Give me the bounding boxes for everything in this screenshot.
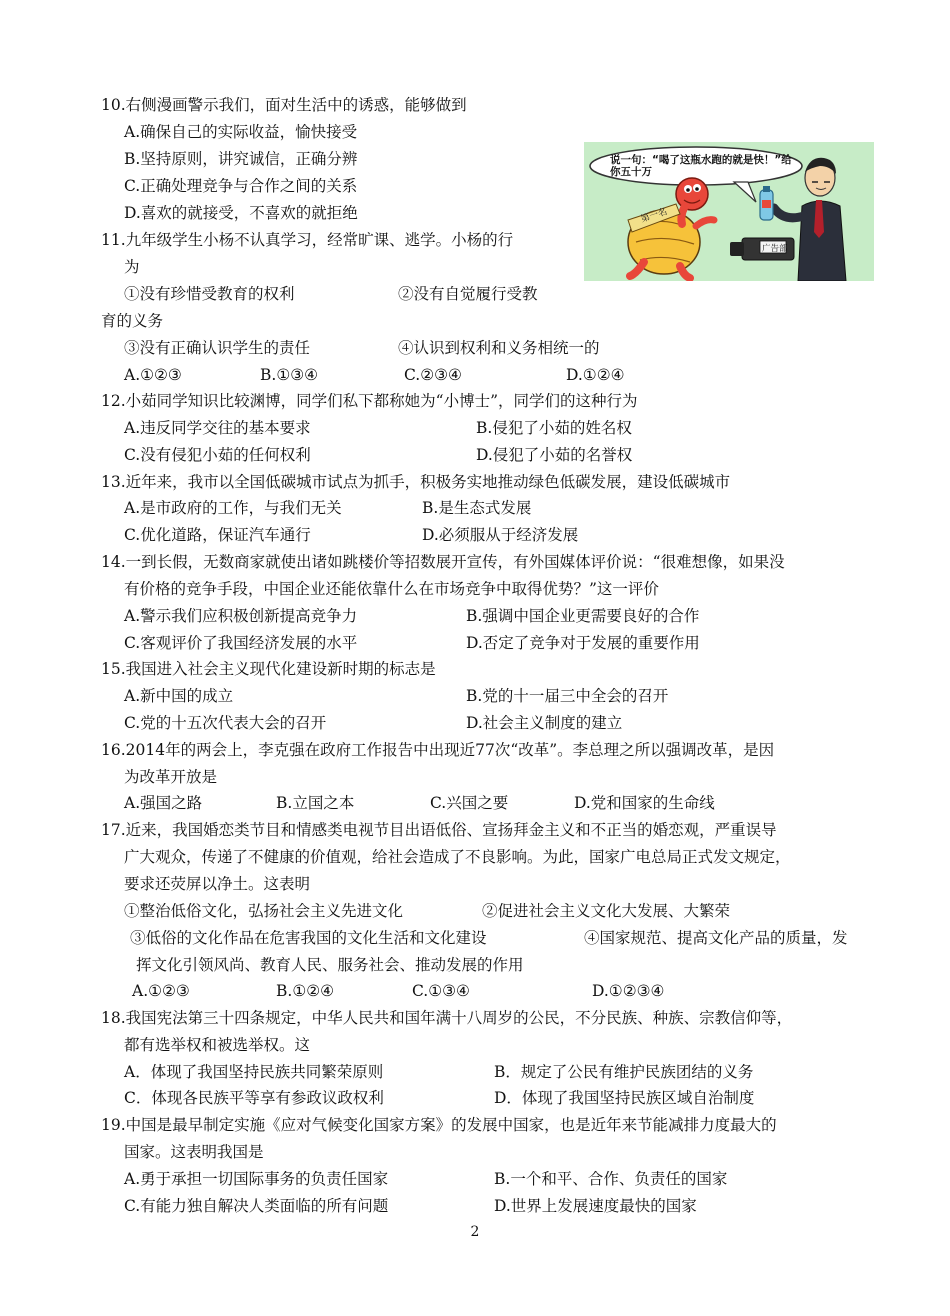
q19-option-a: A.勇于承担一切国际事务的负责任国家 — [124, 1170, 389, 1188]
q17-statement-3: ③低俗的文化作品在危害我国的文化生活和文化建设 — [130, 929, 487, 947]
q18-option-d: D．体现了我国坚持民族区域自治制度 — [494, 1089, 755, 1107]
q19-option-c: C.有能力独自解决人类面临的所有问题 — [124, 1197, 389, 1215]
q11-option-a: A.①②③ — [124, 366, 182, 384]
q19-option-b: B.一个和平、合作、负责任的国家 — [494, 1170, 728, 1188]
q17-statement-4: ④国家规范、提高文化产品的质量，发 — [584, 929, 848, 947]
q19-stem: 19.中国是最早制定实施《应对气候变化国家方案》的发展中国家，也是近年来节能减排力度最大的 — [101, 1116, 777, 1134]
q16-option-d: D.党和国家的生命线 — [574, 794, 715, 812]
q13-option-d: D.必须服从于经济发展 — [422, 526, 579, 544]
q11-option-b: B.①③④ — [260, 366, 319, 384]
q14-stem: 14.一到长假，无数商家就使出诸如跳楼价等招数展开宣传，有外国媒体评价说：“很难想像，如果没 — [101, 553, 785, 571]
q12-option-b: B.侵犯了小茹的姓名权 — [476, 419, 632, 437]
q11-stem: 11.九年级学生小杨不认真学习，经常旷课、逃学。小杨的行 — [101, 231, 514, 249]
q14-option-a: A.警示我们应积极创新提高竞争力 — [124, 607, 358, 625]
q12-option-c: C.没有侵犯小茹的任何权利 — [124, 446, 311, 464]
q18-option-c: C．体现各民族平等享有参政议政权利 — [124, 1089, 384, 1107]
q17-statement-1: ①整治低俗文化，弘扬社会主义先进文化 — [124, 902, 404, 920]
q18-stem: 18.我国宪法第三十四条规定，中华人民共和国年满十八周岁的公民，不分民族、种族、宗教信仰等， — [101, 1009, 793, 1027]
q18-option-b: B．规定了公民有维护民族团结的义务 — [494, 1063, 754, 1081]
camera-label: 广告部 — [762, 244, 788, 254]
q18-option-a: A．体现了我国坚持民族共同繁荣原则 — [124, 1063, 384, 1081]
q17-option-b: B.①②④ — [276, 982, 335, 1000]
q13-stem: 13.近年来，我市以全国低碳城市试点为抓手，积极务实地推动绿色低碳发展，建设低碳城市 — [101, 473, 731, 491]
q11-option-d: D.①②④ — [566, 366, 625, 384]
q19-option-d: D.世界上发展速度最快的国家 — [494, 1197, 697, 1215]
turtle-figure — [628, 178, 714, 278]
q16-option-a: A.强国之路 — [124, 794, 203, 812]
q11-stem-cont: 为 — [124, 258, 140, 276]
q10-option-d: D.喜欢的就接受，不喜欢的就拒绝 — [124, 204, 358, 222]
q14-option-c: C.客观评价了我国经济发展的水平 — [124, 634, 358, 652]
q12-stem: 12.小茹同学知识比较渊博，同学们私下都称她为“小博士”，同学们的这种行为 — [101, 392, 638, 410]
q17-option-d: D.①②③④ — [592, 982, 665, 1000]
q10-option-b: B.坚持原则，讲究诚信，正确分辨 — [124, 150, 358, 168]
q19-stem-cont: 国家。这表明我国是 — [124, 1143, 264, 1161]
q13-option-a: A.是市政府的工作，与我们无关 — [124, 499, 342, 517]
q15-option-d: D.社会主义制度的建立 — [466, 714, 623, 732]
q12-option-d: D.侵犯了小茹的名誉权 — [476, 446, 633, 464]
q17-option-a: A.①②③ — [132, 982, 190, 1000]
q16-stem-cont: 为改革开放是 — [124, 768, 218, 786]
speech-bubble-tail — [734, 182, 756, 202]
q15-option-c: C.党的十五次代表大会的召开 — [124, 714, 327, 732]
turtle-head — [676, 178, 708, 210]
q15-option-b: B.党的十一届三中全会的召开 — [466, 687, 669, 705]
q11-statement-3: ③没有正确认识学生的责任 — [124, 339, 311, 357]
q11-option-c: C.②③④ — [404, 366, 462, 384]
q17-stem: 17.近来，我国婚恋类节目和情感类电视节目出语低俗、宣扬拜金主义和不正当的婚恋观，严重误导 — [101, 821, 777, 839]
q13-option-b: B.是生态式发展 — [422, 499, 532, 517]
q13-option-c: C.优化道路，保证汽车通行 — [124, 526, 311, 544]
q14-option-b: B.强调中国企业更需要良好的合作 — [466, 607, 700, 625]
winner-sash-label: 第一名 — [639, 206, 669, 225]
q16-stem: 16.2014年的两会上，李克强在政府工作报告中出现近77次“改革”。李总理之所以强调改革，是因 — [101, 741, 775, 759]
man-arm — [774, 208, 804, 218]
q17-stem-cont-2: 要求还荧屏以净土。这表明 — [124, 875, 311, 893]
q10-stem: 10.右侧漫画警示我们，面对生活中的诱惑，能够做到 — [101, 96, 467, 114]
q15-option-a: A.新中国的成立 — [124, 687, 234, 705]
q17-stem-cont-1: 广大观众，传递了不健康的价值观，给社会造成了不良影响。为此，国家广电总局正式发文规定， — [124, 848, 791, 866]
q18-stem-cont: 都有选举权和被选举权。这 — [124, 1036, 311, 1054]
q16-option-c: C.兴国之要 — [430, 794, 509, 812]
q10-option-a: A.确保自己的实际收益，愉快接受 — [124, 123, 358, 141]
q17-statement-2: ②促进社会主义文化大发展、大繁荣 — [482, 902, 731, 920]
q14-stem-cont: 有价格的竞争手段，中国企业还能依靠什么在市场竞争中取得优势？”这一评价 — [124, 580, 659, 598]
page-number: 2 — [470, 1224, 480, 1240]
q17-option-c: C.①③④ — [412, 982, 470, 1000]
q16-option-b: B.立国之本 — [276, 794, 355, 812]
q10-option-c: C.正确处理竞争与合作之间的关系 — [124, 177, 358, 195]
q15-stem: 15.我国进入社会主义现代化建设新时期的标志是 — [101, 660, 436, 678]
q12-option-a: A.违反同学交往的基本要求 — [124, 419, 311, 437]
cartoon-illustration — [584, 142, 874, 281]
q14-option-d: D.否定了竞争对于发展的重要作用 — [466, 634, 700, 652]
q11-statement-1: ①没有珍惜受教育的权利 — [124, 285, 295, 303]
turtle-arm — [696, 220, 714, 226]
q11-statement-2-cont: 育的义务 — [101, 312, 164, 330]
q11-statement-4: ④认识到权利和义务相统一的 — [398, 339, 600, 357]
q17-statement-4-cont: 挥文化引领风尚、教育人民、服务社会、推动发展的作用 — [136, 956, 524, 974]
speech-bubble-text: 说一句：“喝了这瓶水跑的就是快！”给你五十万 — [610, 154, 792, 178]
q11-statement-2: ②没有自觉履行受教 — [398, 285, 538, 303]
